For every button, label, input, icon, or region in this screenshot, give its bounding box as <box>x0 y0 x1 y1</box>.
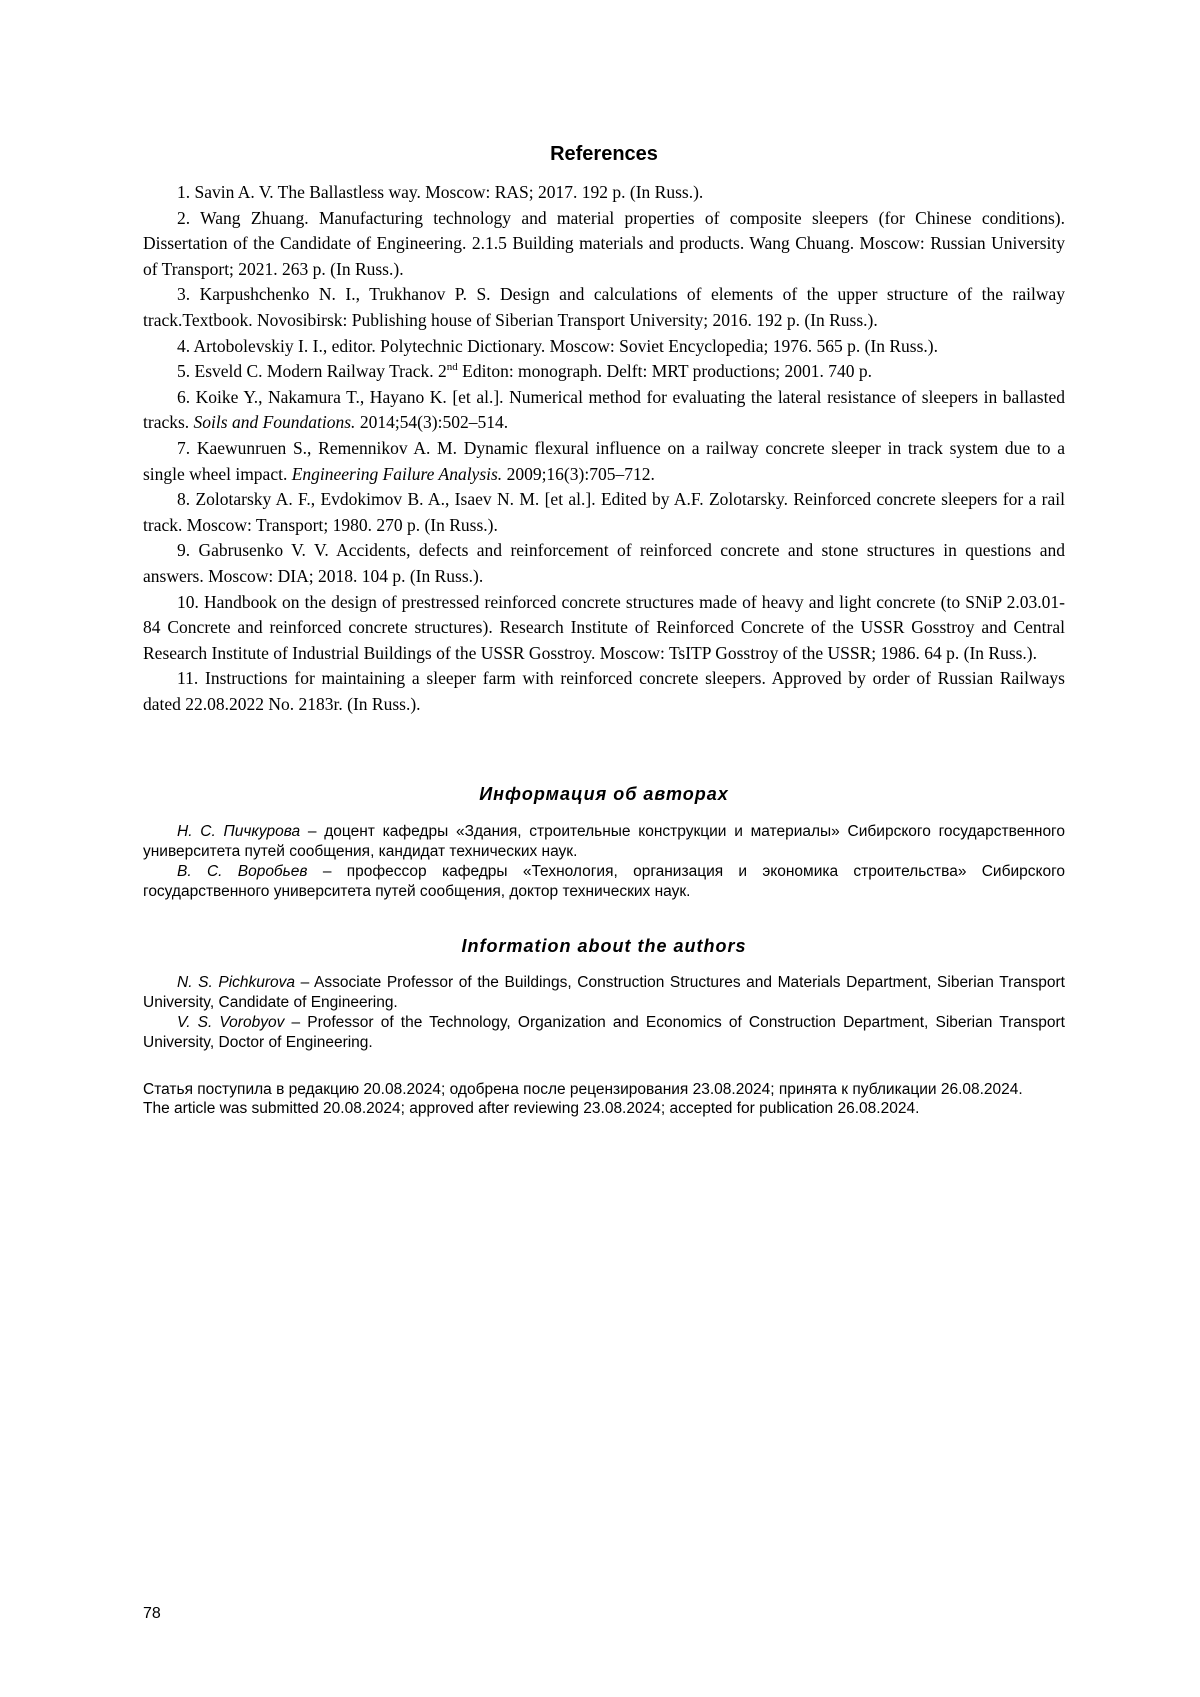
reference-item: 2. Wang Zhuang. Manufacturing technology and material properties of composite sleepers (for Chinese conditions). Dissertation of the Candidate of Engineering. 2.1.5 Building materials and products. Wang Chuang. Moscow: Russian University of Transport; 2021. 263 p. (In Russ.). <box>143 207 1065 279</box>
reference-item: 1. Savin A. V. The Ballastless way. Moscow: RAS; 2017. 192 p. (In Russ.). <box>177 182 704 202</box>
reference-item: 11. Instructions for maintaining a sleeper farm with reinforced concrete sleepers. Approved by order of Russian Railways dated 22.08.2022 No. 2183r. (In Russ.). <box>143 668 1065 714</box>
references-list <box>143 180 1065 717</box>
reference-journal: Engineering Failure Analysis. <box>291 463 503 484</box>
reference-item: 8. Zolotarsky A. F., Evdokimov B. A., Isaev N. M. [et al.]. Edited by A.F. Zolotarsky. Reinforced concrete sleepers for a rail track. Moscow: Transport; 1980. 270 p. (In Russ.). <box>143 489 1065 535</box>
author-name: N. S. Pichkurova <box>177 974 296 991</box>
reference-item: 4. Artobolevskiy I. I., editor. Polytechnic Dictionary. Moscow: Soviet Encyclopedia; 1976. 565 p. (In Russ.). <box>177 335 938 356</box>
author-entry <box>143 862 1065 902</box>
authors-list-ru <box>143 822 1065 902</box>
reference-text: 2014;54(3):502–514. <box>355 412 509 433</box>
reference-item: 10. Handbook on the design of prestressed reinforced concrete structures made of heavy and light concrete (to SNiP 2.03.01-84 Concrete and reinforced concrete structures). Research Institute of Reinforced Concrete of the USSR Gosstroy and Central Research Institute of Industrial Buildings of the USSR Gosstroy. Moscow: TsITP Gosstroy of the USSR; 1986. 64 p. (In Russ.). <box>143 591 1065 663</box>
references-heading: References <box>550 143 658 165</box>
author-entry <box>143 973 1065 1013</box>
author-entry <box>143 1013 1065 1053</box>
authors-heading-ru: Информация об авторах <box>479 784 729 804</box>
article-dates-en: The article was submitted 20.08.2024; approved after reviewing 23.08.2024; accepted for publication 26.08.2024. <box>143 1100 920 1117</box>
author-description: – Professor of the Technology, Organization and Economics of Construction Department, Siberian Transport University, Doctor of Engineering. <box>143 1014 1065 1051</box>
reference-item <box>143 385 1065 436</box>
reference-text: 6. Koike Y., Nakamura T., Hayano K. [et al.]. Numerical method for evaluating the lateral resistance of sleepers in ballasted tracks. <box>143 386 1065 433</box>
author-description: – Associate Professor of the Buildings, Construction Structures and Materials Department, Siberian Transport University, Candidate of Engineering. <box>143 974 1065 1011</box>
author-description: – профессор кафедры «Технология, организация и экономика строительства» Сибирского государственного университета путей сообщения, доктор технических наук. <box>143 863 1066 900</box>
reference-item <box>143 436 1065 487</box>
author-name: Н. С. Пичкурова <box>177 823 301 840</box>
article-dates <box>143 1080 1065 1118</box>
reference-text: 7. Kaewunruen S., Remennikov A. M. Dynamic flexural influence on a railway concrete sleeper in track system due to a single wheel impact. <box>143 437 1065 484</box>
reference-text: 5. Esveld C. Modern Railway Track. 2 <box>177 361 447 382</box>
author-name: В. С. Воробьев <box>177 863 308 880</box>
reference-journal: Soils and Foundations. <box>193 412 356 433</box>
author-description: – доцент кафедры «Здания, строительные конструкции и материалы» Сибирского государственного университета путей сообщения, кандидат технических наук. <box>143 823 1065 860</box>
reference-text: 2009;16(3):705–712. <box>502 463 655 484</box>
reference-item: 9. Gabrusenko V. V. Accidents, defects and reinforcement of reinforced concrete and stone structures in questions and answers. Moscow: DIA; 2018. 104 p. (In Russ.). <box>143 540 1065 586</box>
reference-text: Editon: monograph. Delft: MRT productions; 2001. 740 p. <box>457 361 873 382</box>
article-dates-ru: Статья поступила в редакцию 20.08.2024; одобрена после рецензирования 23.08.2024; принята к публикации 26.08.2024. <box>143 1081 1023 1098</box>
page-number: 78 <box>143 1605 161 1622</box>
author-name: V. S. Vorobyov <box>177 1014 285 1031</box>
author-entry <box>143 822 1065 862</box>
authors-heading-en: Information about the authors <box>461 936 747 956</box>
reference-item <box>143 359 1065 385</box>
authors-list-en <box>143 973 1065 1053</box>
reference-item: 3. Karpushchenko N. I., Trukhanov P. S. Design and calculations of elements of the upper structure of the railway track.Textbook. Novosibirsk: Publishing house of Siberian Transport University; 2016. 192 p. (In Russ.). <box>143 284 1065 330</box>
reference-superscript: nd <box>446 361 458 374</box>
